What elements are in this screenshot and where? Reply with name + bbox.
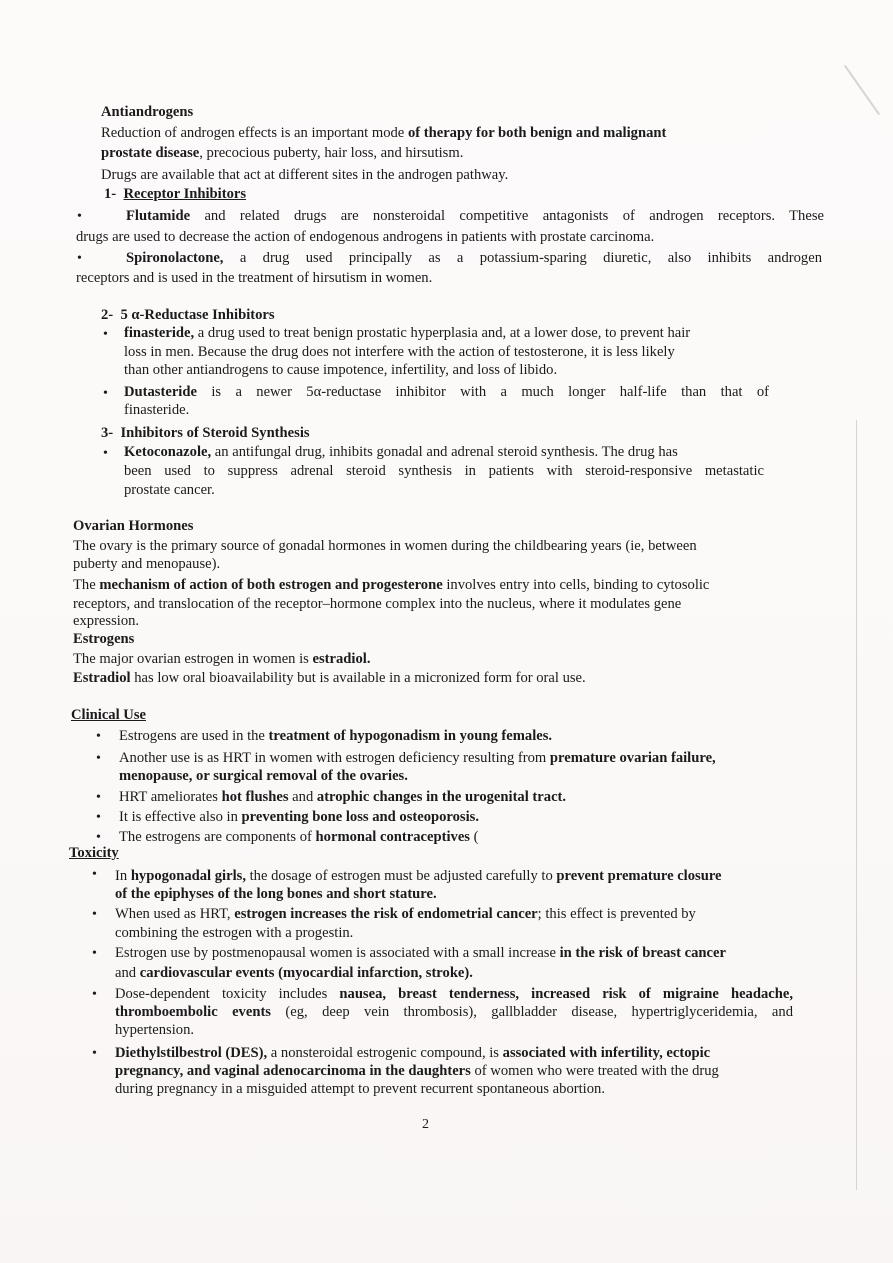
text-run: estradiol.	[312, 651, 371, 667]
toxicity-item-5-line-1	[115, 1045, 710, 1062]
heading-title: Receptor Inhibitors	[123, 186, 247, 202]
heading-steroid-synthesis	[101, 425, 310, 442]
text-run: the dosage of estrogen must be adjusted carefully to	[245, 868, 557, 884]
term: Ketoconazole,	[124, 444, 212, 460]
bullet-marker: •	[77, 251, 82, 266]
clinical-item-1	[119, 728, 552, 745]
spironolactone-line-1	[126, 250, 822, 267]
heading-title: 5 α-Reductase Inhibitors	[120, 307, 275, 323]
toxicity-item-5-line-3: during pregnancy in a misguided attempt to prevent recurrent spontaneous abortion.	[115, 1081, 605, 1097]
heading-5a-reductase	[101, 307, 275, 324]
text-run: hormonal contraceptives	[315, 829, 470, 845]
text-run: nausea, breast tenderness, increased risk of migraine headache,	[339, 986, 793, 1002]
text-run: HRT ameliorates	[119, 789, 222, 805]
text-run: a nonsteroidal estrogenic compound, is	[267, 1045, 503, 1061]
text-run: preventing bone loss and osteoporosis.	[241, 809, 479, 825]
heading-antiandrogens: Antiandrogens	[101, 104, 194, 120]
text-run: When used as HRT,	[115, 906, 235, 922]
text-run: prevent premature closure	[556, 868, 722, 884]
term: Flutamide	[126, 208, 191, 224]
heading-number: 3-	[101, 425, 114, 441]
text-run: a drug used principally as a potassium-sparing diuretic, also inhibits androgen	[239, 250, 822, 266]
text-run: and	[288, 789, 317, 805]
antiandrogens-intro-line-3: Drugs are available that act at different sites in the androgen pathway.	[101, 167, 509, 183]
heading-number: 2-	[101, 307, 114, 323]
text-run: estrogen increases the risk of endometrial cancer	[234, 906, 538, 922]
text-run: prostate disease	[101, 145, 200, 161]
flutamide-line-1	[126, 208, 824, 225]
text-run: a drug used to treat benign prostatic hyperplasia and, at a lower dose, to prevent hair	[194, 325, 691, 341]
text-run: cardiovascular events (myocardial infarction, stroke).	[139, 965, 473, 981]
estrogens-line-2	[73, 670, 586, 687]
text-run: Diethylstilbestrol (DES),	[115, 1045, 268, 1061]
text-run: mechanism of action of both estrogen and progesterone	[99, 577, 443, 593]
text-run: (eg, deep vein thrombosis), gallbladder disease, hypertriglyceridemia, and	[271, 1004, 794, 1020]
antiandrogens-intro-line-1	[101, 125, 785, 142]
text-run: and related drugs are nonsteroidal competitive antagonists of androgen receptors. These	[204, 208, 824, 224]
toxicity-item-3-line-1	[115, 945, 726, 962]
flutamide-line-2: drugs are used to decrease the action of endogenous androgens in patients with prostate carcinoma.	[76, 229, 655, 245]
term: Spironolactone,	[126, 250, 224, 266]
text-run: Dose-dependent toxicity includes	[115, 986, 340, 1002]
text-run: The major ovarian estrogen in women is	[73, 651, 313, 667]
text-run: hypogonadal girls,	[130, 868, 246, 884]
bullet-marker: •	[103, 327, 108, 342]
text-run: premature ovarian failure,	[549, 750, 716, 766]
text-run: Reduction of androgen effects is an important mode	[101, 125, 408, 141]
text-run: In	[115, 868, 131, 884]
text-run: , precocious puberty, hair loss, and hirsutism.	[199, 145, 464, 161]
bullet-marker: •	[96, 790, 101, 805]
text-run: The estrogens are components of	[119, 829, 316, 845]
toxicity-item-5-line-2	[115, 1063, 719, 1080]
toxicity-item-1-line-2: of the epiphyses of the long bones and short stature.	[115, 886, 437, 902]
antiandrogens-intro-line-2	[101, 145, 463, 162]
bullet-marker: •	[96, 830, 101, 845]
text-run: The	[73, 577, 100, 593]
bullet-marker: •	[77, 209, 82, 224]
page-number: 2	[422, 1117, 429, 1132]
text-run: Estrogens are used in the	[119, 728, 269, 744]
finasteride-line-2: loss in men. Because the drug does not interfere with the action of testosterone, it is less likely	[124, 344, 675, 360]
finasteride-line-1	[124, 325, 690, 342]
clinical-item-2-line-1	[119, 750, 716, 767]
text-run: of therapy for both benign and malignant	[407, 125, 667, 141]
text-run: involves entry into cells, binding to cytosolic	[442, 577, 710, 593]
text-run: It is effective also in	[119, 809, 242, 825]
bullet-marker: •	[92, 946, 97, 961]
toxicity-item-4-line-1	[115, 986, 793, 1003]
bullet-marker: •	[92, 867, 97, 882]
bullet-marker: •	[96, 729, 101, 744]
bullet-marker: •	[92, 1046, 97, 1061]
heading-receptor-inhibitors	[104, 186, 246, 203]
heading-number: 1-	[104, 186, 117, 202]
ketoconazole-line-3: prostate cancer.	[124, 482, 215, 498]
ovarian-intro-line-2: puberty and menopause).	[73, 556, 221, 572]
toxicity-item-2-line-2: combining the estrogen with a progestin.	[115, 925, 354, 941]
text-run: an antifungal drug, inhibits gonadal and adrenal steroid synthesis. The drug has	[211, 444, 678, 460]
toxicity-item-1-line-1	[115, 868, 722, 885]
text-run: thromboembolic events	[115, 1004, 271, 1020]
ketoconazole-line-1	[124, 444, 678, 461]
clinical-item-3	[119, 789, 566, 806]
text-run: hot flushes	[221, 789, 289, 805]
ketoconazole-line-2: been used to suppress adrenal steroid synthesis in patients with steroid-responsive metastatic	[124, 463, 764, 479]
heading-title: Inhibitors of Steroid Synthesis	[120, 425, 310, 441]
finasteride-line-3: than other antiandrogens to cause impotence, infertility, and loss of libido.	[124, 362, 558, 378]
spironolactone-line-2: receptors and is used in the treatment of hirsutism in women.	[76, 270, 433, 286]
ovarian-mechanism-line-1	[73, 577, 709, 594]
clinical-item-2-line-2: menopause, or surgical removal of the ovaries.	[119, 768, 408, 784]
clinical-item-4	[119, 809, 479, 826]
text-run: treatment of hypogonadism in young females.	[268, 728, 553, 744]
bullet-marker: •	[103, 386, 108, 401]
heading-ovarian-hormones: Ovarian Hormones	[73, 518, 194, 534]
toxicity-item-4-line-2	[115, 1004, 793, 1021]
term: finasteride,	[124, 325, 195, 341]
toxicity-item-2-line-1	[115, 906, 696, 923]
bullet-marker: •	[92, 987, 97, 1002]
paper-edge-line	[856, 420, 857, 1190]
text-run: Another use is as HRT in women with estrogen deficiency resulting from	[119, 750, 550, 766]
paper-fold	[844, 65, 880, 115]
text-run: atrophic changes in the urogenital tract.	[316, 789, 567, 805]
text-run: pregnancy, and vaginal adenocarcinoma in the daughters	[115, 1063, 471, 1079]
toxicity-item-3-line-2	[115, 965, 473, 982]
dutasteride-line-2: finasteride.	[124, 402, 190, 418]
text-run: ; this effect is prevented by	[537, 906, 696, 922]
estrogens-line-1	[73, 651, 370, 668]
heading-toxicity: Toxicity	[69, 845, 119, 861]
heading-clinical-use: Clinical Use	[71, 707, 146, 723]
heading-estrogens: Estrogens	[73, 631, 135, 647]
text-run: and	[115, 965, 140, 981]
toxicity-item-4-line-3: hypertension.	[115, 1022, 195, 1038]
term: Dutasteride	[124, 384, 197, 400]
text-run: Estradiol	[73, 670, 131, 686]
ovarian-mechanism-line-3: expression.	[73, 613, 140, 629]
bullet-marker: •	[92, 907, 97, 922]
text-run: (	[469, 829, 479, 845]
ovarian-mechanism-line-2: receptors, and translocation of the receptor–hormone complex into the nucleus, where it modulates gene	[73, 596, 682, 612]
text-run: associated with infertility, ectopic	[502, 1045, 711, 1061]
ovarian-intro-line-1: The ovary is the primary source of gonadal hormones in women during the childbearing years (ie, between	[73, 538, 697, 554]
clinical-item-5	[119, 829, 479, 846]
text-run: is a newer 5α-reductase inhibitor with a much longer half-life than that of	[211, 384, 769, 400]
text-run: Estrogen use by postmenopausal women is associated with a small increase	[115, 945, 560, 961]
bullet-marker: •	[96, 751, 101, 766]
text-run: has low oral bioavailability but is available in a micronized form for oral use.	[130, 670, 586, 686]
text-run: in the risk of breast cancer	[559, 945, 726, 961]
bullet-marker: •	[96, 810, 101, 825]
text-run: of women who were treated with the drug	[470, 1063, 719, 1079]
bullet-marker: •	[103, 446, 108, 461]
dutasteride-line-1	[124, 384, 769, 401]
